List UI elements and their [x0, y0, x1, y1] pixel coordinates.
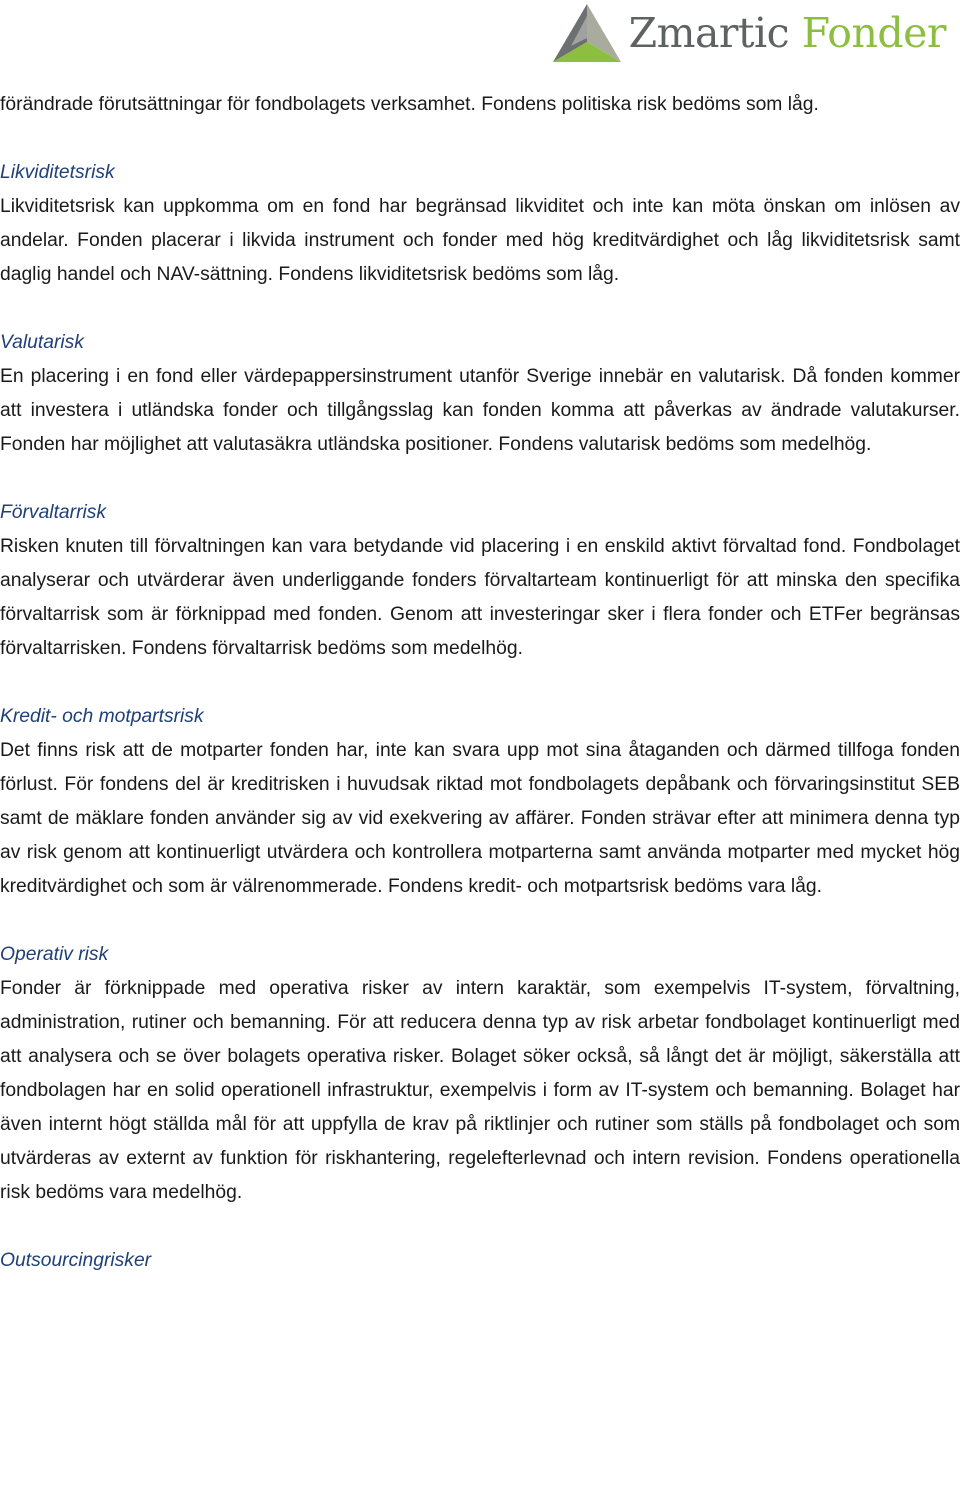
section-body-operativ-risk: Fonder är förknippade med operativa risker av intern karaktär, som exempelvis IT-system, förvaltning, administration, rutiner och bemanning. För att reducera denna typ av risk arbetar fondbolaget kontinuerligt med att analysera och se över bolagets operativa risker. Bolaget söker också, så långt det är möjligt, säkerställa att fondbolagen har en solid operationell infrastruktur, exempelvis i form av IT-system och bemanning. Bolaget har även internt högt ställda mål för att uppfylla de krav på riktlinjer och rutiner som ställs på fondbolaget och som utvärderas av externt av funktion för riskhantering, regelefterlevnad och intern revision. Fondens operationella risk bedöms vara medelhög.: [0, 978, 960, 1203]
section-body-kredit-och-motpartsrisk: Det finns risk att de motparter fonden har, inte kan svara upp mot sina åtaganden och därmed tillfoga fonden förlust. För fondens del är kreditrisken i huvudsak riktad mot fondbolagets depåbank och förvaringsinstitut SEB samt de mäklare fonden använder sig av vid exekvering av affärer. Fonden strävar efter att minimera denna typ av risk genom att kontinuerligt utvärdera och kontrollera motparterna samt använda motparter med mycket hög kreditvärdighet och som är välrenommerade. Fondens kredit- och motpartsrisk bedöms vara låg.: [0, 740, 960, 897]
section-heading-operativ-risk: Operativ risk: [0, 944, 109, 965]
section-heading-outsourcingrisker: Outsourcingrisker: [0, 1250, 152, 1271]
section-heading-forvaltarrisk: Förvaltarrisk: [0, 502, 107, 523]
intro-paragraph: förändrade förutsättningar för fondbolagets verksamhet. Fondens politiska risk bedöms som låg.: [0, 94, 819, 115]
logo-wordmark: [628, 8, 946, 57]
document-body: [0, 88, 960, 1278]
section-body-valutarisk: En placering i en fond eller värdepappersinstrument utanför Sverige innebär en valutarisk. Då fonden kommer att investera i utländska fonder och tillgångsslag kan fonden komma att påverkas av ändrade valutakurser. Fonden har möjlighet att valutasäkra utländska positioner. Fondens valutarisk bedöms som medelhög.: [0, 366, 960, 455]
section-body-forvaltarrisk: Risken knuten till förvaltningen kan vara betydande vid placering i en enskild aktivt förvaltad fond. Fondbolaget analyserar och utvärderar även underliggande fonders förvaltarteam kontinuerligt för att minska den specifika förvaltarrisk som är förknippad med fonden. Genom att investeringar sker i flera fonder och ETFer begränsas förvaltarrisken. Fondens förvaltarrisk bedöms som medelhög.: [0, 536, 960, 659]
company-logo: [549, 2, 946, 64]
pyramid-logo-icon: [549, 2, 625, 64]
page-header: [0, 0, 960, 72]
logo-word-zmartic: Zmartic: [628, 8, 790, 57]
logo-word-fonder: Fonder: [801, 8, 946, 57]
section-body-likviditetsrisk: Likviditetsrisk kan uppkomma om en fond har begränsad likviditet och inte kan möta önskan om inlösen av andelar. Fonden placerar i likvida instrument och fonder med hög kreditvärdighet och låg likviditetsrisk samt daglig handel och NAV-sättning. Fondens likviditetsrisk bedöms som låg.: [0, 196, 960, 285]
section-heading-likviditetsrisk: Likviditetsrisk: [0, 162, 115, 183]
section-heading-kredit-och-motpartsrisk: Kredit- och motpartsrisk: [0, 706, 204, 727]
section-heading-valutarisk: Valutarisk: [0, 332, 84, 353]
